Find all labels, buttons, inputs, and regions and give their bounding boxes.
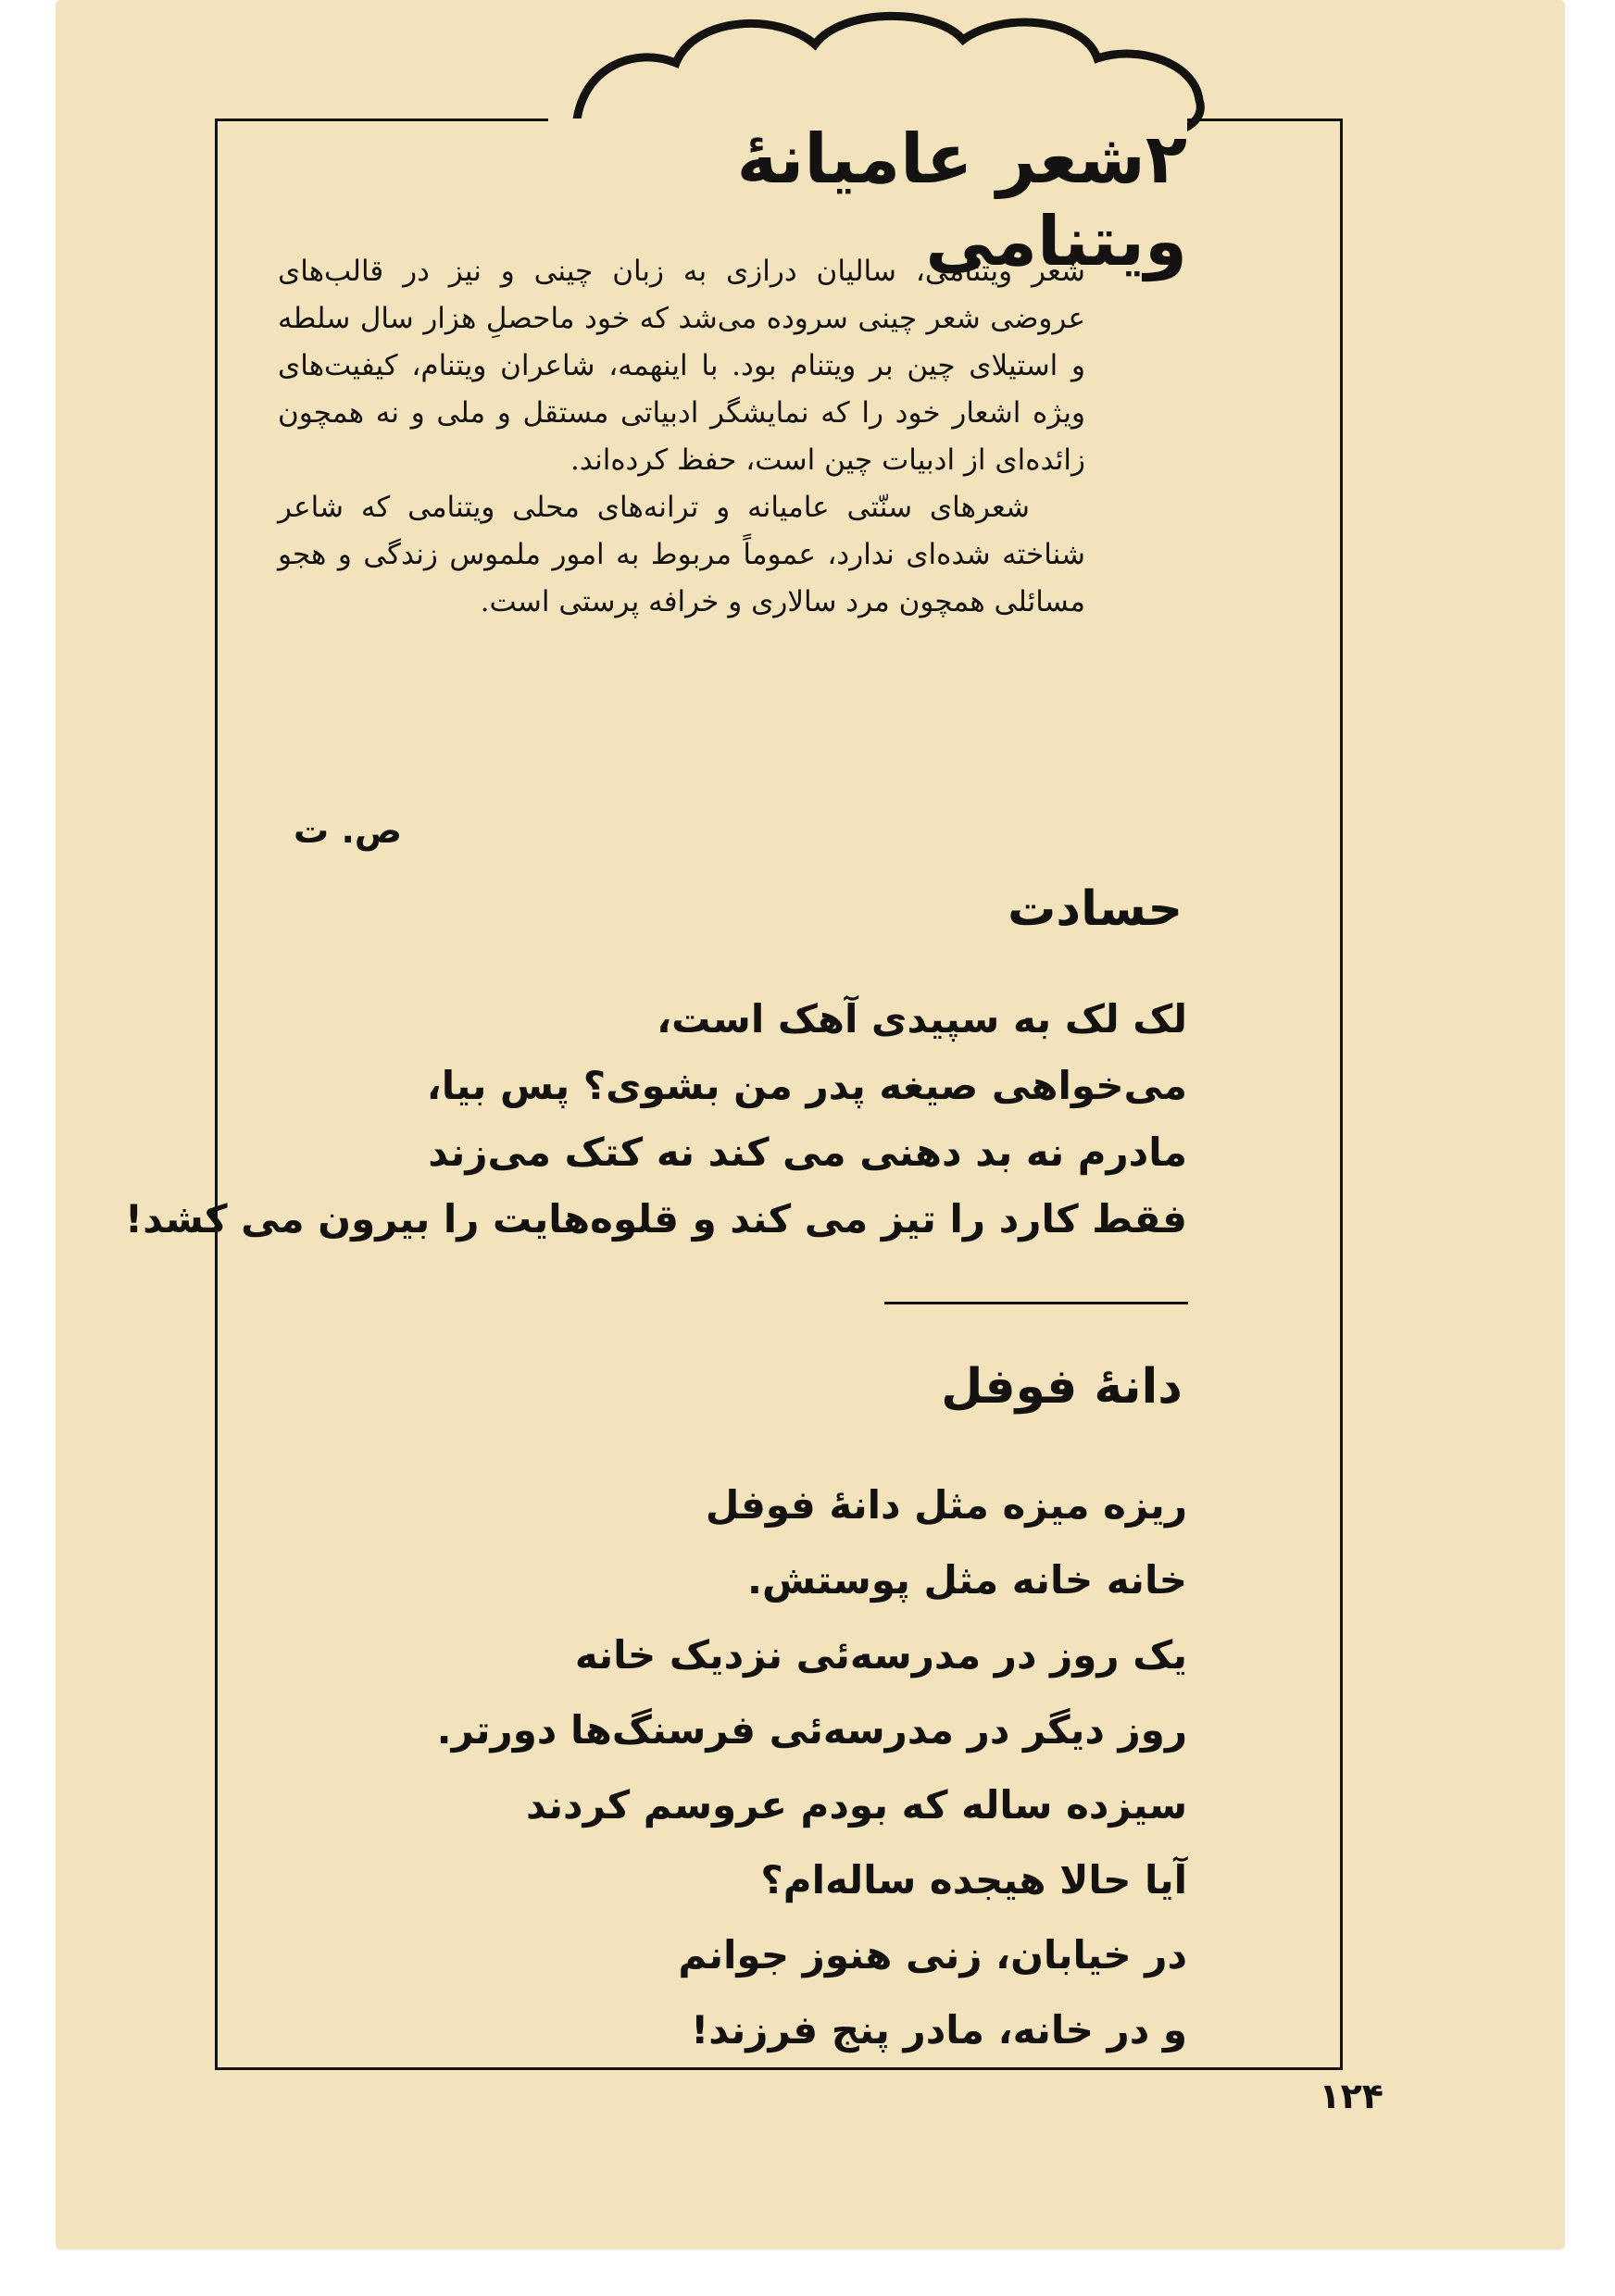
poem-line: خانه خانه مثل پوستش. — [747, 1557, 1187, 1603]
poem-line: یک روز در مدرسه‌ئی نزدیک خانه — [574, 1632, 1187, 1678]
article-title: ۲شعر عامیانهٔ ویتنامی — [548, 119, 1187, 283]
intro-text — [278, 248, 1085, 626]
intro-paragraph: شعر ویتنامی، سالیان درازی به زبان چینی و نیز در قالب‌های عروضی شعر چینی سروده می‌شد که خود ماحصلِ هزار سال سلطه و استیلای چین بر ویتنام بود. با اینهمه، شاعران ویتنام، کیفیت‌های ویژه اشعار خود را که نمایشگر ادبیاتی مستقل و ملی و نه همچون زائده‌ای از ادبیات چین است، حفظ کرده‌اند. — [278, 255, 1085, 477]
poem-line: فقط کارد را تیز می کند و قلوه‌هایت را بیرون می کشد! — [124, 1196, 1187, 1242]
poem-line: سیزده ساله که بودم عروسم کردند — [526, 1782, 1187, 1828]
poem-line: آیا حالا هیجده ساله‌ام؟ — [760, 1857, 1187, 1903]
poem-line: و در خانه، مادر پنج فرزند! — [691, 2007, 1187, 2053]
poem-line: روز دیگر در مدرسه‌ئی فرسنگ‌ها دورتر. — [436, 1707, 1187, 1753]
poem-title-jealousy: حسادت — [1008, 881, 1183, 937]
poem-line: لک لک به سپیدی آهک است، — [657, 996, 1187, 1042]
intro-paragraph: شعرهای سنّتی عامیانه و ترانه‌های محلی ویتنامی که شاعر شناخته شده‌ای ندارد، عموماً مربوط به امور ملموس زندگی و هجو مسائلی همچون مرد سالاری و خرافه پرستی است. — [278, 491, 1085, 618]
poem-line: می‌خواهی صیغه پدر من بشوی؟ پس بیا، — [426, 1063, 1187, 1108]
page-number: ۱۲۴ — [1319, 2076, 1383, 2116]
poem-jealousy — [124, 986, 1187, 1253]
author-initials: ص. ت — [294, 810, 402, 851]
poem-line: مادرم نه بد دهنی می کند نه کتک می‌زند — [428, 1129, 1187, 1175]
poem-line: ریزه میزه مثل دانهٔ فوفل — [705, 1482, 1187, 1528]
poem-title-betel-nut: دانهٔ فوفل — [941, 1359, 1183, 1415]
poem-betel-nut — [354, 1467, 1187, 2067]
poem-line: در خیابان، زنی هنوز جوانم — [678, 1932, 1187, 1978]
section-divider — [884, 1302, 1188, 1304]
